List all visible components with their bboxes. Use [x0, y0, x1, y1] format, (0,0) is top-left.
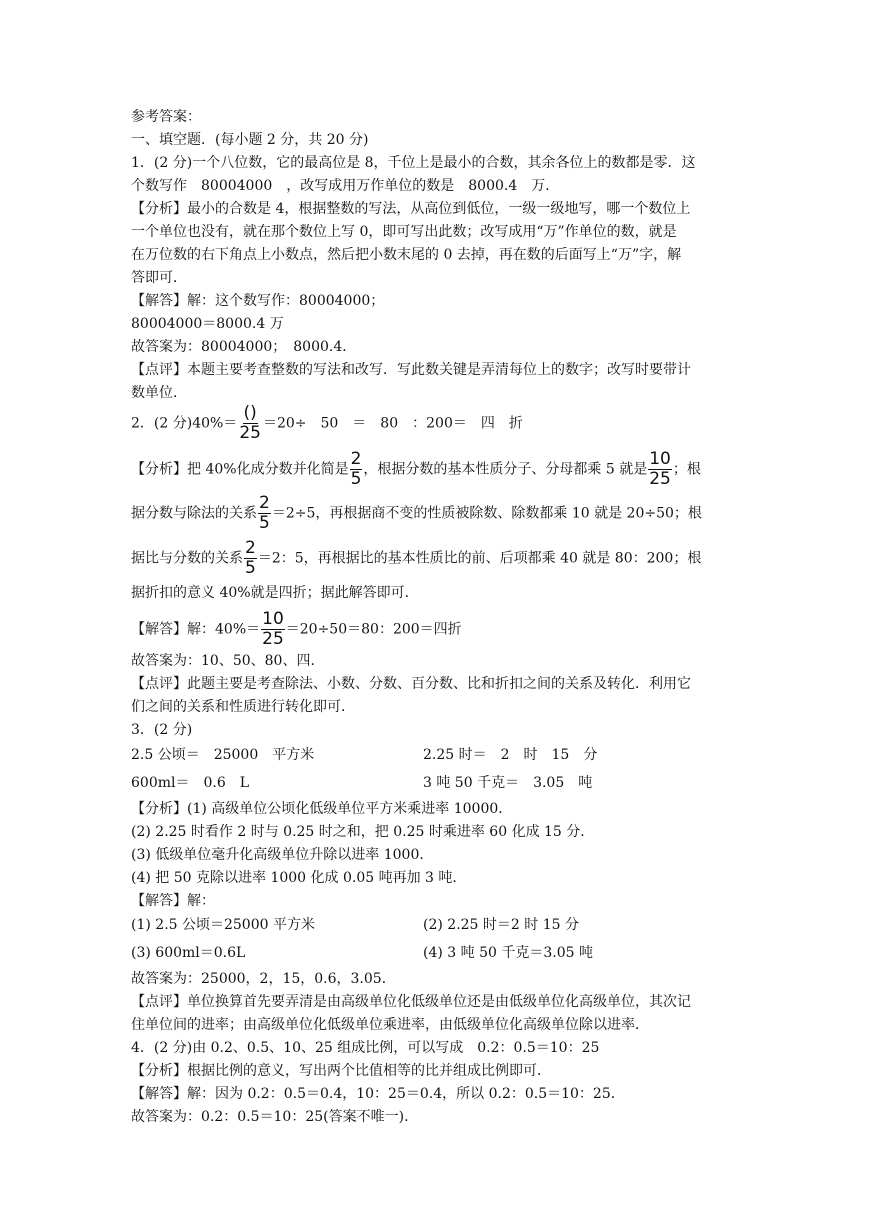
q1-solution-line1: 【解答】解：这个数写作：80004000；: [131, 293, 385, 309]
q2-answer: 故答案为：10、50、80、四．: [131, 653, 325, 669]
fraction-numerator: (): [243, 403, 257, 423]
text: 【分析】把 40%化成分数并化简是: [131, 461, 349, 478]
answers-heading: 参考答案：: [131, 109, 201, 125]
q2-comment-line2: 们之间的关系和性质进行转化即可．: [131, 699, 355, 715]
q3-stem: 3．(2 分): [131, 722, 193, 738]
fraction-denominator: 25: [649, 469, 671, 489]
text: ＝20÷50＝80：200＝四折: [285, 621, 462, 638]
q2-stem: [131, 404, 523, 443]
q1-stem-line2: 个数写作 80004000 ，改写成用万作单位的数是 8000.4 万．: [131, 178, 560, 194]
q3-solution-1: (1) 2.5 公顷＝25000 平方米: [131, 917, 315, 933]
fraction: [261, 610, 285, 649]
q3-answer: 故答案为：25000，2，15，0.6，3.05．: [131, 971, 396, 987]
q3-solution-4: (4) 3 吨 50 千克＝3.05 吨: [423, 945, 593, 961]
q1-stem-line1: 1．(2 分)一个八位数，它的最高位是 8，千位上是最小的合数，其余各位上的数都是零．这: [131, 155, 696, 171]
text: 据分数与除法的关系: [131, 505, 257, 522]
q1-solution-line2: 80004000＝8000.4 万: [131, 316, 284, 332]
fraction-denominator: 25: [239, 423, 261, 443]
q3-row2-col1: 600ml＝ 0.6 L: [131, 775, 250, 791]
q1-analysis-line4: 答即可．: [131, 270, 187, 286]
q1-analysis-line1: 【分析】最小的合数是 4，根据整数的写法，从高位到低位，一级一级地写，哪一个数位上: [131, 201, 691, 217]
section-title: 一、填空题．(每小题 2 分，共 20 分): [131, 132, 369, 148]
text: ；根: [672, 461, 701, 478]
q1-analysis-line3: 在万位数的右下角点上小数点，然后把小数末尾的 0 去掉，再在数的后面写上“万”字，解: [131, 247, 682, 263]
q2-stem-fraction: [238, 404, 262, 443]
q4-stem: 4．(2 分)由 0.2、0.5、10、25 组成比例，可以写成 0.2：0.5＝10：25: [131, 1040, 600, 1056]
q4-analysis: 【分析】根据比例的意义，写出两个比值相等的比并组成比例即可．: [131, 1063, 551, 1079]
text: 【解答】解：40%＝: [131, 621, 261, 638]
q3-row1-col1: 2.5 公顷＝ 25000 平方米: [131, 747, 315, 763]
text: 据比与分数的关系: [131, 550, 243, 567]
q3-analysis-line1: 【分析】(1) 高级单位公顷化低级单位平方米乘进率 10000．: [131, 801, 513, 817]
fraction-denominator: 5: [350, 469, 362, 489]
q2-solution: [131, 610, 462, 649]
q2-stem-prefix: 2．(2 分)40%＝: [131, 415, 238, 432]
fraction: [648, 450, 672, 489]
q3-comment-line1: 【点评】单位换算首先要弄清是由高级单位化低级单位还是由低级单位化高级单位，其次记: [131, 994, 691, 1010]
q3-analysis-line4: (4) 把 50 克除以进率 1000 化成 0.05 吨再加 3 吨．: [131, 870, 467, 886]
text: ，根据分数的基本性质分子、分母都乘 5 就是: [363, 461, 648, 478]
q3-row2-col2: 3 吨 50 千克＝ 3.05 吨: [423, 775, 593, 791]
q2-analysis-line1: [131, 450, 701, 489]
q3-row1-col2: 2.25 时＝ 2 时 15 分: [423, 747, 598, 763]
q1-answer: 故答案为：80004000； 8000.4．: [131, 339, 357, 355]
fraction: [350, 450, 363, 489]
q2-analysis-line4: 据折扣的意义 40%就是四折；据此解答即可．: [131, 585, 419, 601]
fraction-numerator: 2: [259, 493, 270, 513]
fraction-numerator: 2: [245, 538, 256, 558]
q4-solution: 【解答】解：因为 0.2：0.5＝0.4，10：25＝0.4，所以 0.2：0.5＝10：25．: [131, 1086, 625, 1102]
q3-solution-3: (3) 600ml＝0.6L: [131, 945, 246, 961]
q3-comment-line2: 住单位间的进率；由高级单位化低级单位乘进率，由低级单位化高级单位除以进率．: [131, 1017, 649, 1033]
q3-solution-label: 【解答】解：: [131, 893, 215, 909]
fraction-numerator: 10: [649, 449, 671, 469]
fraction: [258, 494, 271, 533]
q2-analysis-line3: [131, 539, 701, 578]
q4-answer: 故答案为：0.2：0.5＝10：25(答案不唯一)．: [131, 1109, 419, 1125]
q2-analysis-line2: [131, 494, 702, 533]
text: ＝2÷5，再根据商不变的性质被除数、除数都乘 10 就是 20÷50；根: [271, 505, 702, 522]
q2-stem-suffix: ＝20÷ 50 ＝ 80 ：200＝ 四 折: [262, 415, 523, 432]
q1-analysis-line2: 一个单位也没有，就在那个数位上写 0，即可写出此数；改写成用“万”作单位的数，就是: [131, 224, 677, 240]
fraction-numerator: 10: [262, 609, 284, 629]
q1-comment-line1: 【点评】本题主要考查整数的写法和改写．写此数关键是弄清每位上的数字；改写时要带计: [131, 362, 691, 378]
fraction-denominator: 25: [262, 629, 284, 649]
q3-analysis-line2: (2) 2.25 时看作 2 时与 0.25 时之和，把 0.25 时乘进率 60 化成 15 分．: [131, 824, 595, 840]
fraction-denominator: 5: [259, 513, 270, 533]
fraction-numerator: 2: [350, 449, 362, 469]
text: ＝2：5，再根据比的基本性质比的前、后项都乘 40 就是 80：200；根: [257, 550, 702, 567]
q3-solution-2: (2) 2.25 时＝2 时 15 分: [423, 917, 579, 933]
fraction: [244, 539, 257, 578]
fraction-denominator: 5: [245, 558, 256, 578]
q3-analysis-line3: (3) 低级单位毫升化高级单位升除以进率 1000．: [131, 847, 434, 863]
q2-comment-line1: 【点评】此题主要是考查除法、小数、分数、百分数、比和折扣之间的关系及转化．利用它: [131, 676, 691, 692]
q1-comment-line2: 数单位．: [131, 385, 187, 401]
